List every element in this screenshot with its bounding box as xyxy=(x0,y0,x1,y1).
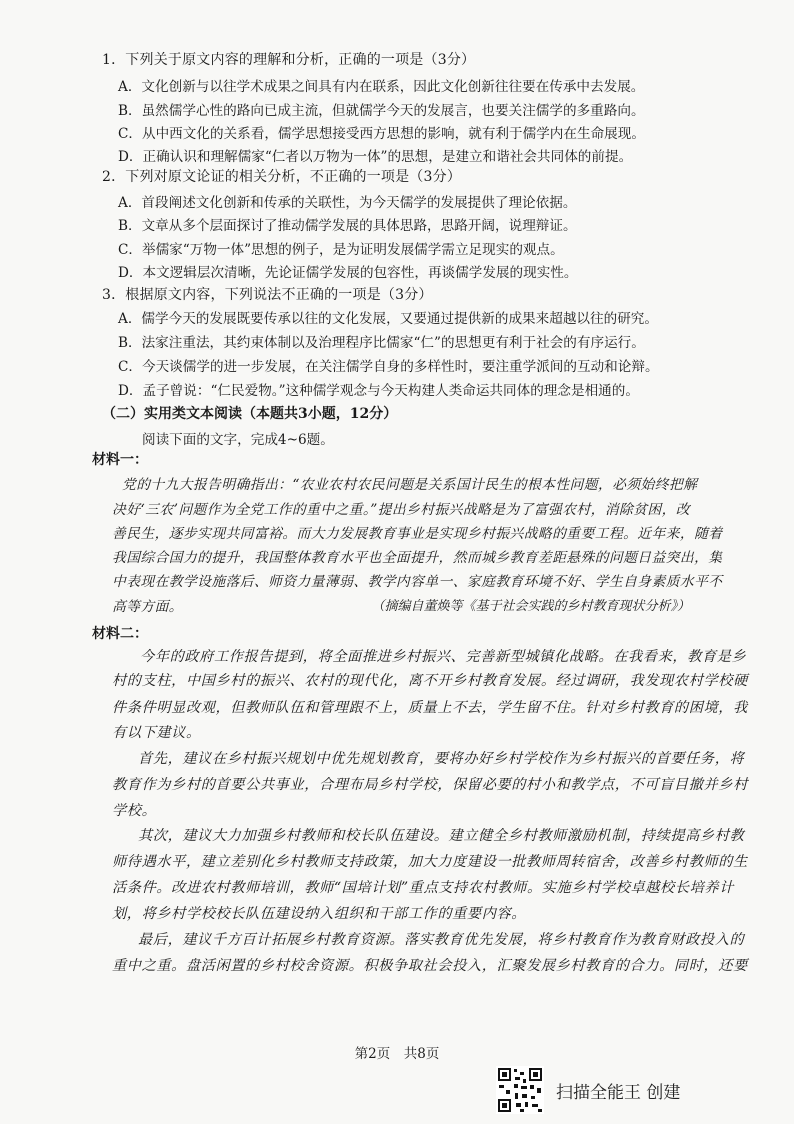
question-1-option-d: D．正确认识和理解儒家“仁者以万物为一体”的思想，是建立和谐社会共同体的前提。 xyxy=(118,149,633,165)
scanner-brand: 扫描全能王 创建 xyxy=(556,1083,681,1103)
material-1-line: 中表现在教学设施落后、师资力量薄弱、教学内容单一、家庭教育环境不好、学生自身素质水平不 xyxy=(112,574,723,590)
qr-code-icon xyxy=(496,1066,544,1114)
question-1-option-b: B．虽然儒学心性的路向已成主流，但就儒学今天的发展言，也要关注儒学的多重路向。 xyxy=(118,103,645,119)
question-3-option-a: A．儒学今天的发展既要传承以往的文化发展，又要通过提供新的成果来超越以往的研究。 xyxy=(118,311,658,327)
question-3-stem: 3．根据原文内容，下列说法不正确的一项是（3分） xyxy=(102,287,433,303)
material-1-source: （摘编自董焕等《基于社会实践的乡村教育现状分析》） xyxy=(371,599,690,614)
question-1-stem: 1．下列关于原文内容的理解和分析，正确的一项是（3分） xyxy=(102,52,476,68)
question-3-option-c: C．今天谈儒学的进一步发展，在关注儒学自身的多样性时，要注重学派间的互动和论辩。 xyxy=(118,359,659,375)
page-number: 第2页 共8页 xyxy=(354,1046,440,1062)
question-2-option-b: B．文章从多个层面探讨了推动儒学发展的具体思路，思路开阔，说理辩证。 xyxy=(118,218,577,234)
question-3-option-b: B．法家注重法，其约束体制以及治理程序比儒家“仁”的思想更有利于社会的有序运行。 xyxy=(118,335,645,351)
question-2-option-c: C．举儒家“万物一体”思想的例子，是为证明发展儒学需立足现实的观点。 xyxy=(118,242,564,258)
material-2-line: 最后，建议千方百计拓展乡村教育资源。落实教育优先发展，将乡村教育作为教育财政投入的 xyxy=(138,932,745,948)
material-2-line: 活条件。改进农村教师培训，教师“国培计划”重点支持农村教师。实施乡村学校卓越校长培养计 xyxy=(112,880,734,896)
question-2-option-a: A．首段阐述文化创新和传承的关联性，为今天儒学的发展提供了理论依据。 xyxy=(118,195,577,211)
material-2-line: 村的支柱，中国乡村的振兴、农村的现代化，离不开乡村教育发展。经过调研，我发现农村学校硬 xyxy=(112,673,748,689)
material-1-line: 高等方面。 xyxy=(112,599,183,615)
section-instruction: 阅读下面的文字，完成4~6题。 xyxy=(142,432,334,448)
material-2-label: 材料二： xyxy=(92,626,148,642)
question-1-option-c: C．从中西文化的关系看，儒学思想接受西方思想的影响，就有利于儒学内在生命展现。 xyxy=(118,126,645,142)
material-1-label: 材料一： xyxy=(92,452,148,468)
material-2-line: 有以下建议。 xyxy=(112,725,201,741)
material-1-line: 决好‘三农’问题作为全党工作的重中之重。”提出乡村振兴战略是为了富强农村，消除贫困，改 xyxy=(112,502,690,518)
material-2-line: 今年的政府工作报告提到，将全面推进乡村振兴、完善新型城镇化战略。在我看来，教育是乡 xyxy=(140,649,747,665)
section-heading: （二）实用类文本阅读（本题共3小题，12分） xyxy=(102,406,398,422)
material-1-line: 党的十九大报告明确指出：“农业农村农民问题是关系国计民生的根本性问题，必须始终把解 xyxy=(122,477,698,493)
material-1-line: 善民生，逐步实现共同富裕。而大力发展教育事业是实现乡村振兴战略的重要工程。近年来，随着 xyxy=(112,526,723,542)
material-2-line: 首先，建议在乡村振兴规划中优先规划教育，要将办好乡村学校作为乡村振兴的首要任务，将 xyxy=(138,751,745,767)
question-3-option-d: D．孟子曾说：“仁民爱物。”这种儒学观念与今天构建人类命运共同体的理念是相通的。 xyxy=(118,383,639,399)
material-2-line: 其次，建议大力加强乡村教师和校长队伍建设。建立健全乡村教师激励机制，持续提高乡村教 xyxy=(138,828,745,844)
material-2-line: 学校。 xyxy=(112,803,157,819)
question-2-stem: 2．下列对原文论证的相关分析，不正确的一项是（3分） xyxy=(102,169,462,185)
material-2-line: 划，将乡村学校校长队伍建设纳入组织和干部工作的重要内容。 xyxy=(112,906,527,922)
material-2-line: 师待遇水平，建立差别化乡村教师支持政策，加大力度建设一批教师周转宿舍，改善乡村教师的生 xyxy=(112,854,748,870)
material-2-line: 教育作为乡村的首要公共事业，合理布局乡村学校，保留必要的村小和教学点，不可盲目撤并乡村 xyxy=(112,777,748,793)
question-2-option-d: D．本文逻辑层次清晰，先论证儒学发展的包容性，再谈儒学发展的现实性。 xyxy=(118,265,578,281)
question-1-option-a: A．文化创新与以往学术成果之间具有内在联系，因此文化创新往往要在传承中去发展。 xyxy=(118,79,645,95)
material-2-line: 件条件明显改观，但教师队伍和管理跟不上，质量上不去，学生留不住。针对乡村教育的困境，我 xyxy=(112,700,748,716)
material-1-line: 我国综合国力的提升，我国整体教育水平也全面提升，然而城乡教育差距悬殊的问题日益突出，集 xyxy=(112,550,723,566)
material-2-line: 重中之重。盘活闲置的乡村校舍资源。积极争取社会投入，汇聚发展乡村教育的合力。同时，还要 xyxy=(112,958,748,974)
